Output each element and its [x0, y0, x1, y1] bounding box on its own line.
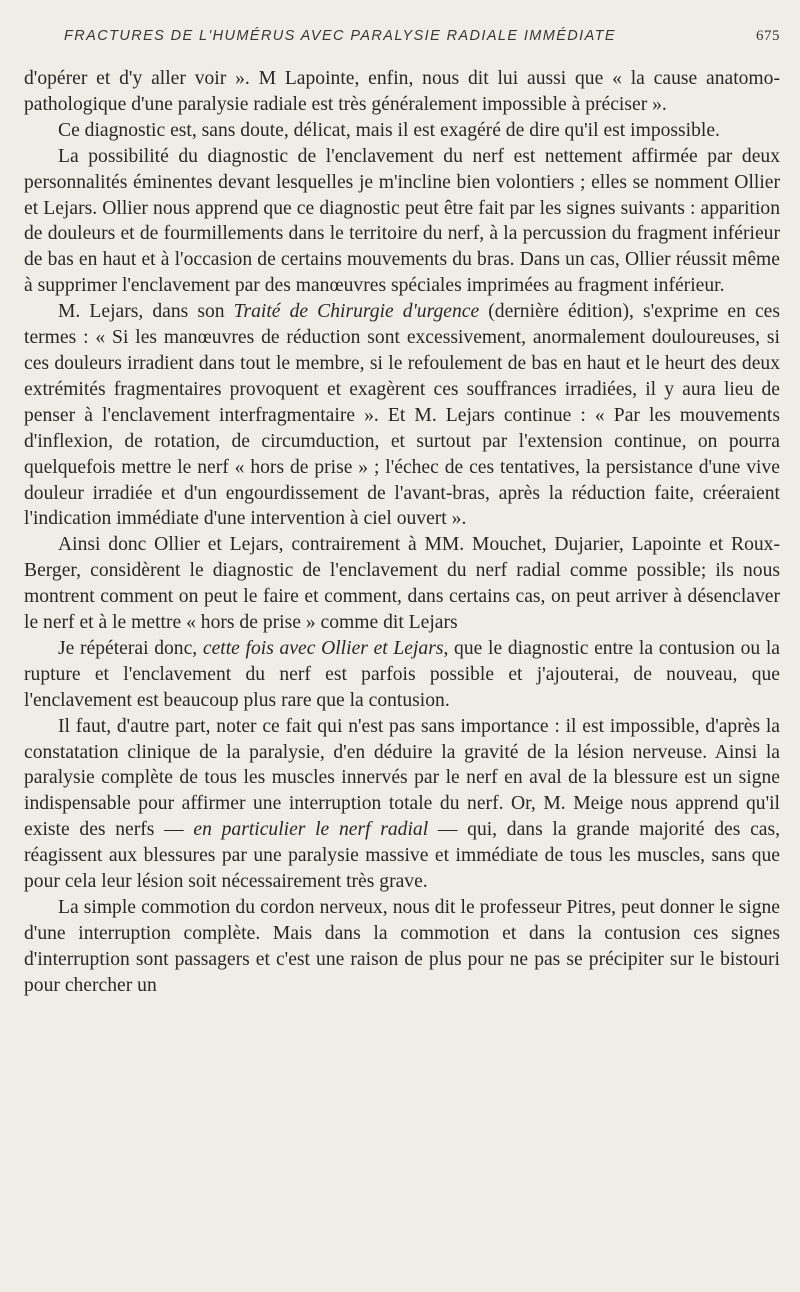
- paragraph-7-end: — qui, dans la grande majorité des cas, réagissent aux blessures par une paralysie massive et immédiate de tous les muscles, sans que pour cela leur lésion soit nécessairement très grave.: [24, 819, 780, 893]
- paragraph-4-start: M. Lejars, dans son: [58, 301, 234, 323]
- paragraph-7-start: Il faut, d'autre part, noter ce fait qui n'est pas sans importance : il est impossible, d'après la constatation clinique de la paralysie, d'en déduire la gravité de la lésion nerveuse. Ainsi la paralysie complète de tous les muscles innervés par le nerf en aval de la blessure est un signe indispensable pour affirmer une interruption totale du nerf. Or, M. Meige nous apprend qu'il existe des nerfs —: [24, 715, 780, 841]
- running-header: [64, 28, 780, 58]
- paragraph-6-end: , que le diagnostic entre la contusion ou la rupture et l'enclavement du nerf est parfois possible et j'ajouterai, de nouveau, que l'enclavement est beaucoup plus rare que la contusion.: [24, 637, 781, 711]
- paragraph-2: Ce diagnostic est, sans doute, délicat, mais il est exagéré de dire qu'il est impossible.: [58, 119, 720, 141]
- paragraph-4-end: (dernière édition), s'exprime en ces termes : « Si les manœuvres de réduction sont excessivement, anormalement douloureuses, si ces douleurs irradient dans tout le membre, si le refoulement de bas en haut et le heurt des deux extrémités fragmentaires provoquent et exagèrent ces souffrances irradiées, il y aura lieu de penser à l'enclavement interfragmentaire ». Et M. Lejars continue : « Par les mouvements d'inflexion, de rotation, de circumduction, et surtout par l'extension continue, on pourra quelquefois mettre le nerf « hors de prise » ; l'échec de ces tentatives, la persistance d'une vive douleur irradiée et d'un engourdissement de l'avant-bras, après la réduction faite, créeraient l'indication immédiate d'une intervention à ciel ouvert ».: [24, 301, 781, 530]
- paragraph-5: Ainsi donc Ollier et Lejars, contrairement à MM. Mouchet, Dujarier, Lapointe et Roux-Berger, considèrent le diagnostic de l'enclavement du nerf radial comme possible; ils nous montrent comment on peut le faire et comment, dans certains cas, on peut arriver à désenclaver le nerf et à le mettre « hors de prise » comme dit Lejars: [24, 534, 780, 634]
- paragraph-3: La possibilité du diagnostic de l'enclavement du nerf est nettement affirmée par deux personnalités éminentes devant lesquelles je m'incline bien volontiers ; elles se nomment Ollier et Lejars. Ollier nous apprend que ce diagnostic peut être fait par les signes suivants : apparition de douleurs et de fourmillements dans le territoire du nerf, à la percussion du fragment inférieur de bas en haut et à l'occasion de certains mouvements du bras. Dans un cas, Ollier réussit même à supprimer l'enclavement par des manœuvres spéciales imprimées au fragment inférieur.: [24, 145, 780, 297]
- paragraph-1: d'opérer et d'y aller voir ». M Lapointe, enfin, nous dit lui aussi que « la cause anatomo-pathologique d'une paralysie radiale est très généralement impossible à préciser ».: [24, 68, 780, 115]
- book-title-italic: Traité de Chirurgie d'urgence: [233, 301, 480, 323]
- running-title: FRACTURES DE L'HUMÉRUS AVEC PARALYSIE RADIALE IMMÉDIATE: [64, 28, 616, 44]
- paragraph-6: [24, 636, 780, 714]
- paragraph-4: [24, 299, 780, 532]
- paragraph-6-start: Je répéterai donc,: [58, 637, 203, 659]
- body-text: [24, 66, 780, 999]
- paragraph-8: La simple commotion du cordon nerveux, nous dit le professeur Pitres, peut donner le signe d'une interruption complète. Mais dans la commotion et dans la contusion ces signes d'interruption sont passagers et c'est une raison de plus pour ne pas se précipiter sur le bistouri pour chercher un: [24, 897, 780, 996]
- emphasis-italic: cette fois avec Ollier et Lejars: [202, 637, 444, 659]
- emphasis-italic-2: en particulier le nerf radial: [193, 819, 429, 841]
- paragraph-7: [24, 714, 780, 895]
- page-number: 675: [756, 28, 780, 44]
